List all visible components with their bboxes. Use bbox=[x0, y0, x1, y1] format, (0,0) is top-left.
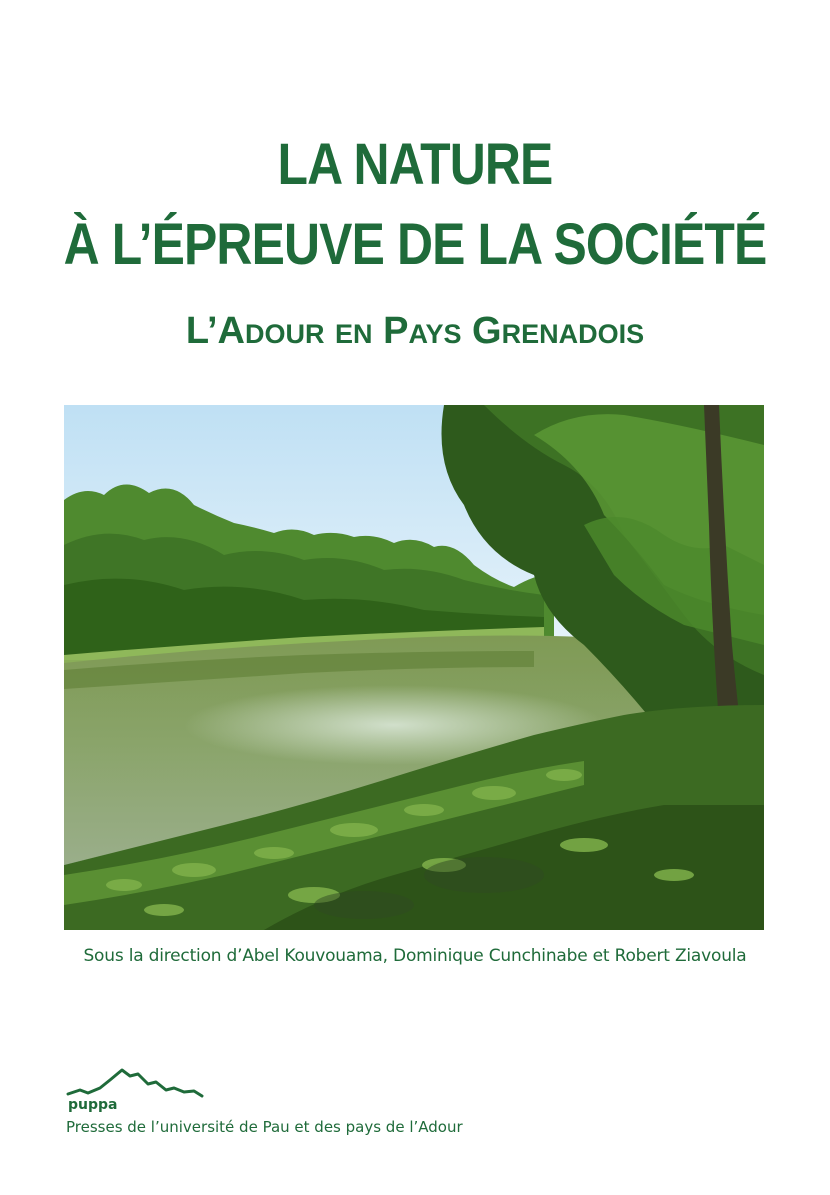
puppa-logo-text: puppa bbox=[68, 1097, 118, 1113]
book-title-line-1: LA NATURE bbox=[277, 132, 553, 197]
book-title-line-2: À L’ÉPREUVE DE LA SOCIÉTÉ bbox=[63, 212, 767, 277]
editors-credit: Sous la direction d’Abel Kouvouama, Dominique Cunchinabe et Robert Ziavoula bbox=[83, 946, 747, 966]
book-subtitle: L’Adour en Pays Grenadois bbox=[185, 310, 645, 352]
publisher-name: Presses de l’université de Pau et des pays de l’Adour bbox=[66, 1118, 463, 1136]
cover-photo-river bbox=[64, 405, 764, 930]
